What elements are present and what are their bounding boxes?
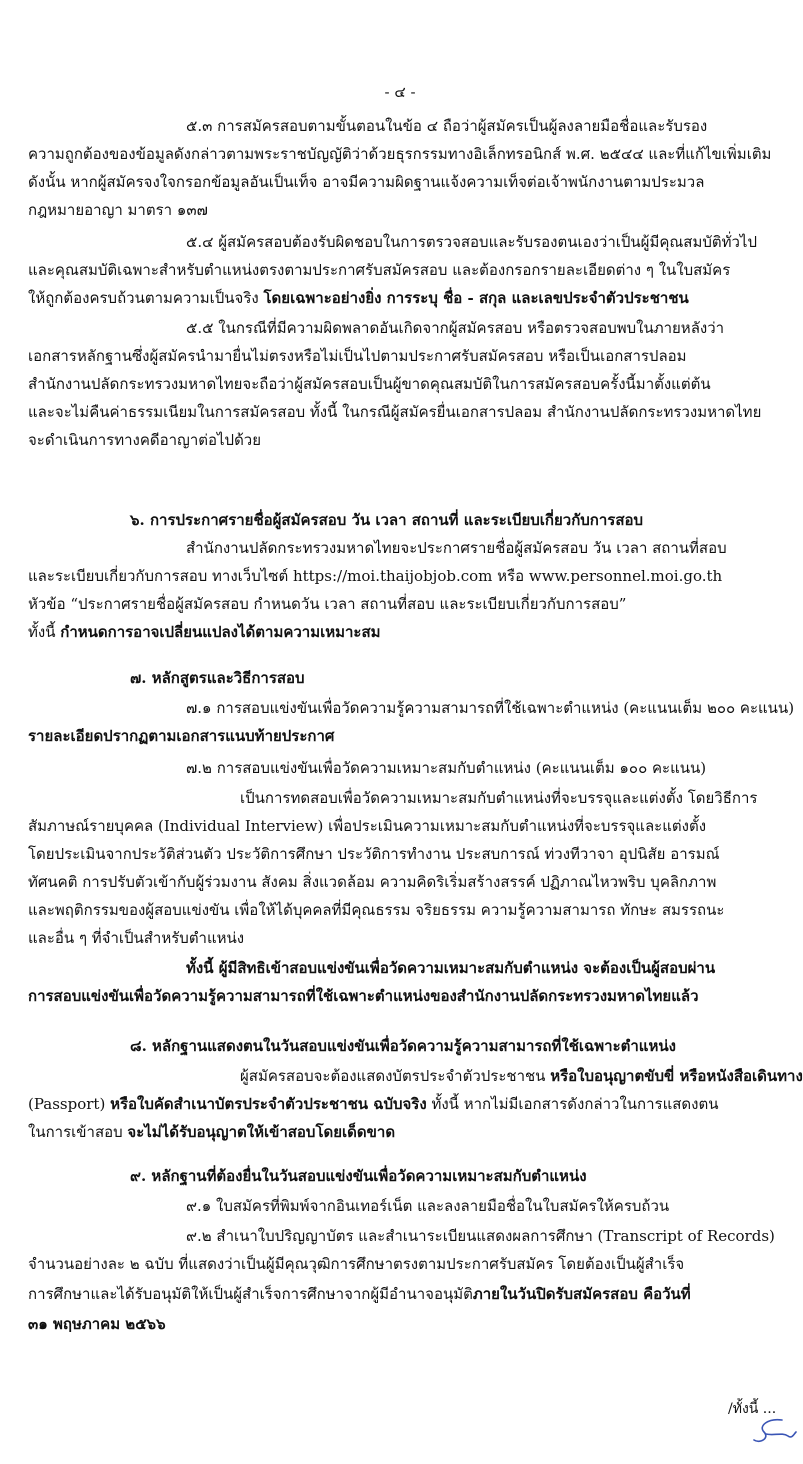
s5-3-line-3: ดังนั้น หากผู้สมัครจงใจกรอกข้อมูลอันเป็นเท็จ อาจมีความผิดฐานแจ้งความเท็จต่อเจ้าพนักงานตามประมวล <box>28 173 705 191</box>
s5-5-line-4: และจะไม่คืนค่าธรรมเนียมในการสมัครสอบ ทั้งนี้ ในกรณีผู้สมัครยื่นเอกสารปลอม สำนักงานปลัดกระทรวงมหาดไทย <box>28 403 762 421</box>
s5-3-line-1: ๕.๓ การสมัครสอบตามขั้นตอนในข้อ ๔ ถือว่าผู้สมัครเป็นผู้ลงลายมือชื่อและรับรอง <box>186 117 708 135</box>
s5-4-line-1: ๕.๔ ผู้สมัครสอบต้องรับผิดชอบในการตรวจสอบและรับรองตนเองว่าเป็นผู้มีคุณสมบัติทั่วไป <box>186 233 757 251</box>
s5-4-line-3-emphasis: โดยเฉพาะอย่างยิ่ง การระบุ ชื่อ - สกุล และเลขประจำตัวประชาชน <box>263 289 689 307</box>
s7-line-9: และอื่น ๆ ที่จำเป็นสำหรับตำแหน่ง <box>28 929 245 947</box>
s7-heading: ๗. หลักสูตรและวิธีการสอบ <box>130 669 305 687</box>
s7-line-6: โดยประเมินจากประวัติส่วนตัว ประวัติการศึกษา ประวัติการทำงาน ประสบการณ์ ท่วงทีวาจา อุปนิสัย อารมณ์ <box>28 845 720 863</box>
s7-line-2: รายละเอียดปรากฏตามเอกสารแนบท้ายประกาศ <box>28 727 335 745</box>
s7-line-11: การสอบแข่งขันเพื่อวัดความรู้ความสามารถที่ใช้เฉพาะตำแหน่งของสำนักงานปลัดกระทรวงมหาดไทยแล้ว <box>28 987 699 1005</box>
s5-5-line-3: สำนักงานปลัดกระทรวงมหาดไทยจะถือว่าผู้สมัครสอบเป็นผู้ขาดคุณสมบัติในการสมัครสอบครั้งนี้มาตั้งแต่ต้น <box>28 375 711 393</box>
s6-line-1: สำนักงานปลัดกระทรวงมหาดไทยจะประกาศรายชื่อผู้สมัครสอบ วัน เวลา สถานที่สอบ <box>186 539 727 557</box>
s9-line-1: ๙.๑ ใบสมัครที่พิมพ์จากอินเทอร์เน็ต และลงลายมือชื่อในใบสมัครให้ครบถ้วน <box>186 1197 670 1215</box>
s9-line-4 <box>28 1284 772 1305</box>
s5-3-line-4: กฎหมายอาญา มาตรา ๑๓๗ <box>28 201 208 219</box>
s9-line-2: ๙.๒ สำเนาใบปริญญาบัตร และสำเนาระเบียนแสดงผลการศึกษา (Transcript of Records) <box>186 1227 775 1245</box>
s6-line-4-emphasis: กำหนดการอาจเปลี่ยนแปลงได้ตามความเหมาะสม <box>60 623 381 641</box>
s8-line-3-emphasis: จะไม่ได้รับอนุญาตให้เข้าสอบโดยเด็ดขาด <box>127 1123 396 1141</box>
s5-4-line-3-text: ให้ถูกต้องครบถ้วนตามความเป็นจริง <box>28 289 264 307</box>
s6-line-3: หัวข้อ “ประกาศรายชื่อผู้สมัครสอบ กำหนดวัน เวลา สถานที่สอบ และระเบียบเกี่ยวกับการสอบ” <box>28 595 627 613</box>
s9-line-5: ๓๑ พฤษภาคม ๒๕๖๖ <box>28 1315 166 1333</box>
page-number: - ๔ - <box>384 83 416 101</box>
s5-5-line-1: ๕.๕ ในกรณีที่มีความผิดพลาดอันเกิดจากผู้สมัครสอบ หรือตรวจสอบพบในภายหลังว่า <box>186 319 725 337</box>
s7-line-1: ๗.๑ การสอบแข่งขันเพื่อวัดความรู้ความสามารถที่ใช้เฉพาะตำแหน่ง (คะแนนเต็ม ๒๐๐ คะแนน) <box>186 699 795 717</box>
s9-line-4-text: การศึกษาและได้รับอนุมัติให้เป็นผู้สำเร็จการศึกษาจากผู้มีอำนาจอนุมัติ <box>28 1285 473 1303</box>
s8-line-1 <box>240 1066 803 1087</box>
s5-4-line-3 <box>28 288 772 309</box>
s7-line-5: สัมภาษณ์รายบุคคล (Individual Interview) เพื่อประเมินความเหมาะสมกับตำแหน่งที่จะบรรจุและแต่งตั้ง <box>28 817 707 835</box>
s7-line-8: และพฤติกรรมของผู้สอบแข่งขัน เพื่อให้ได้บุคคลที่มีคุณธรรม จริยธรรม ความรู้ความสามารถ ทักษะ สมรรถนะ <box>28 901 725 919</box>
s6-line-4-text: ทั้งนี้ <box>28 623 61 641</box>
s9-heading: ๙. หลักฐานที่ต้องยื่นในวันสอบแข่งขันเพื่อวัดความเหมาะสมกับตำแหน่ง <box>130 1167 587 1185</box>
s6-line-2: และระเบียบเกี่ยวกับการสอบ ทางเว็บไซต์ https://moi.thaijobjob.com หรือ www.personnel.moi.go.th <box>28 567 723 585</box>
initials-signature-icon <box>752 1416 796 1446</box>
s6-line-4 <box>28 622 772 643</box>
s8-line-3 <box>28 1122 772 1143</box>
s5-5-line-5: จะดำเนินการทางคดีอาญาต่อไปด้วย <box>28 431 262 449</box>
s9-line-3: จำนวนอย่างละ ๒ ฉบับ ที่แสดงว่าเป็นผู้มีคุณวุฒิการศึกษาตรงตามประกาศรับสมัคร โดยต้องเป็นผู้สำเร็จ <box>28 1255 685 1273</box>
s8-line-2-text-b: ทั้งนี้ หากไม่มีเอกสารดังกล่าวในการแสดงตน <box>426 1095 719 1113</box>
s8-line-2-emphasis: หรือใบคัดสำเนาบัตรประจำตัวประชาชน ฉบับจริง <box>110 1095 427 1113</box>
s8-heading: ๘. หลักฐานแสดงตนในวันสอบแข่งขันเพื่อวัดความรู้ความสามารถที่ใช้เฉพาะตำแหน่ง <box>130 1037 676 1055</box>
s7-line-3: ๗.๒ การสอบแข่งขันเพื่อวัดความเหมาะสมกับตำแหน่ง (คะแนนเต็ม ๑๐๐ คะแนน) <box>186 759 707 777</box>
s8-line-2-text-a: (Passport) <box>28 1095 111 1113</box>
s8-line-3-text: ในการเข้าสอบ <box>28 1123 128 1141</box>
s7-line-7: ทัศนคติ การปรับตัวเข้ากับผู้ร่วมงาน สังคม สิ่งแวดล้อม ความคิดริเริ่มสร้างสรรค์ ปฏิภาณไหวพริบ บุคลิกภาพ <box>28 873 717 891</box>
s6-heading: ๖. การประกาศรายชื่อผู้สมัครสอบ วัน เวลา สถานที่ และระเบียบเกี่ยวกับการสอบ <box>130 511 644 529</box>
s8-line-2 <box>28 1094 772 1115</box>
continuation-marker: /ทั้งนี้ ... <box>728 1401 777 1417</box>
s8-line-1-emphasis: หรือใบอนุญาตขับขี่ หรือหนังสือเดินทาง <box>550 1067 803 1085</box>
s7-line-4: เป็นการทดสอบเพื่อวัดความเหมาะสมกับตำแหน่งที่จะบรรจุและแต่งตั้ง โดยวิธีการ <box>240 789 758 807</box>
s5-3-line-2: ความถูกต้องของข้อมูลดังกล่าวตามพระราชบัญญัติว่าด้วยธุรกรรมทางอิเล็กทรอนิกส์ พ.ศ. ๒๕๔๔ และที่แก้ไขเพิ่มเติม <box>28 145 772 163</box>
s8-line-1-text: ผู้สมัครสอบจะต้องแสดงบัตรประจำตัวประชาชน <box>240 1067 551 1085</box>
s5-5-line-2: เอกสารหลักฐานซึ่งผู้สมัครนำมายื่นไม่ตรงหรือไม่เป็นไปตามประกาศรับสมัครสอบ หรือเป็นเอกสารปลอม <box>28 347 687 365</box>
s9-line-4-emphasis: ภายในวันปิดรับสมัครสอบ คือวันที่ <box>472 1285 691 1303</box>
s7-line-10: ทั้งนี้ ผู้มีสิทธิเข้าสอบแข่งขันเพื่อวัดความเหมาะสมกับตำแหน่ง จะต้องเป็นผู้สอบผ่าน <box>186 959 716 977</box>
s5-4-line-2: และคุณสมบัติเฉพาะสำหรับตำแหน่งตรงตามประกาศรับสมัครสอบ และต้องกรอกรายละเอียดต่าง ๆ ในใบสมัคร <box>28 261 731 279</box>
